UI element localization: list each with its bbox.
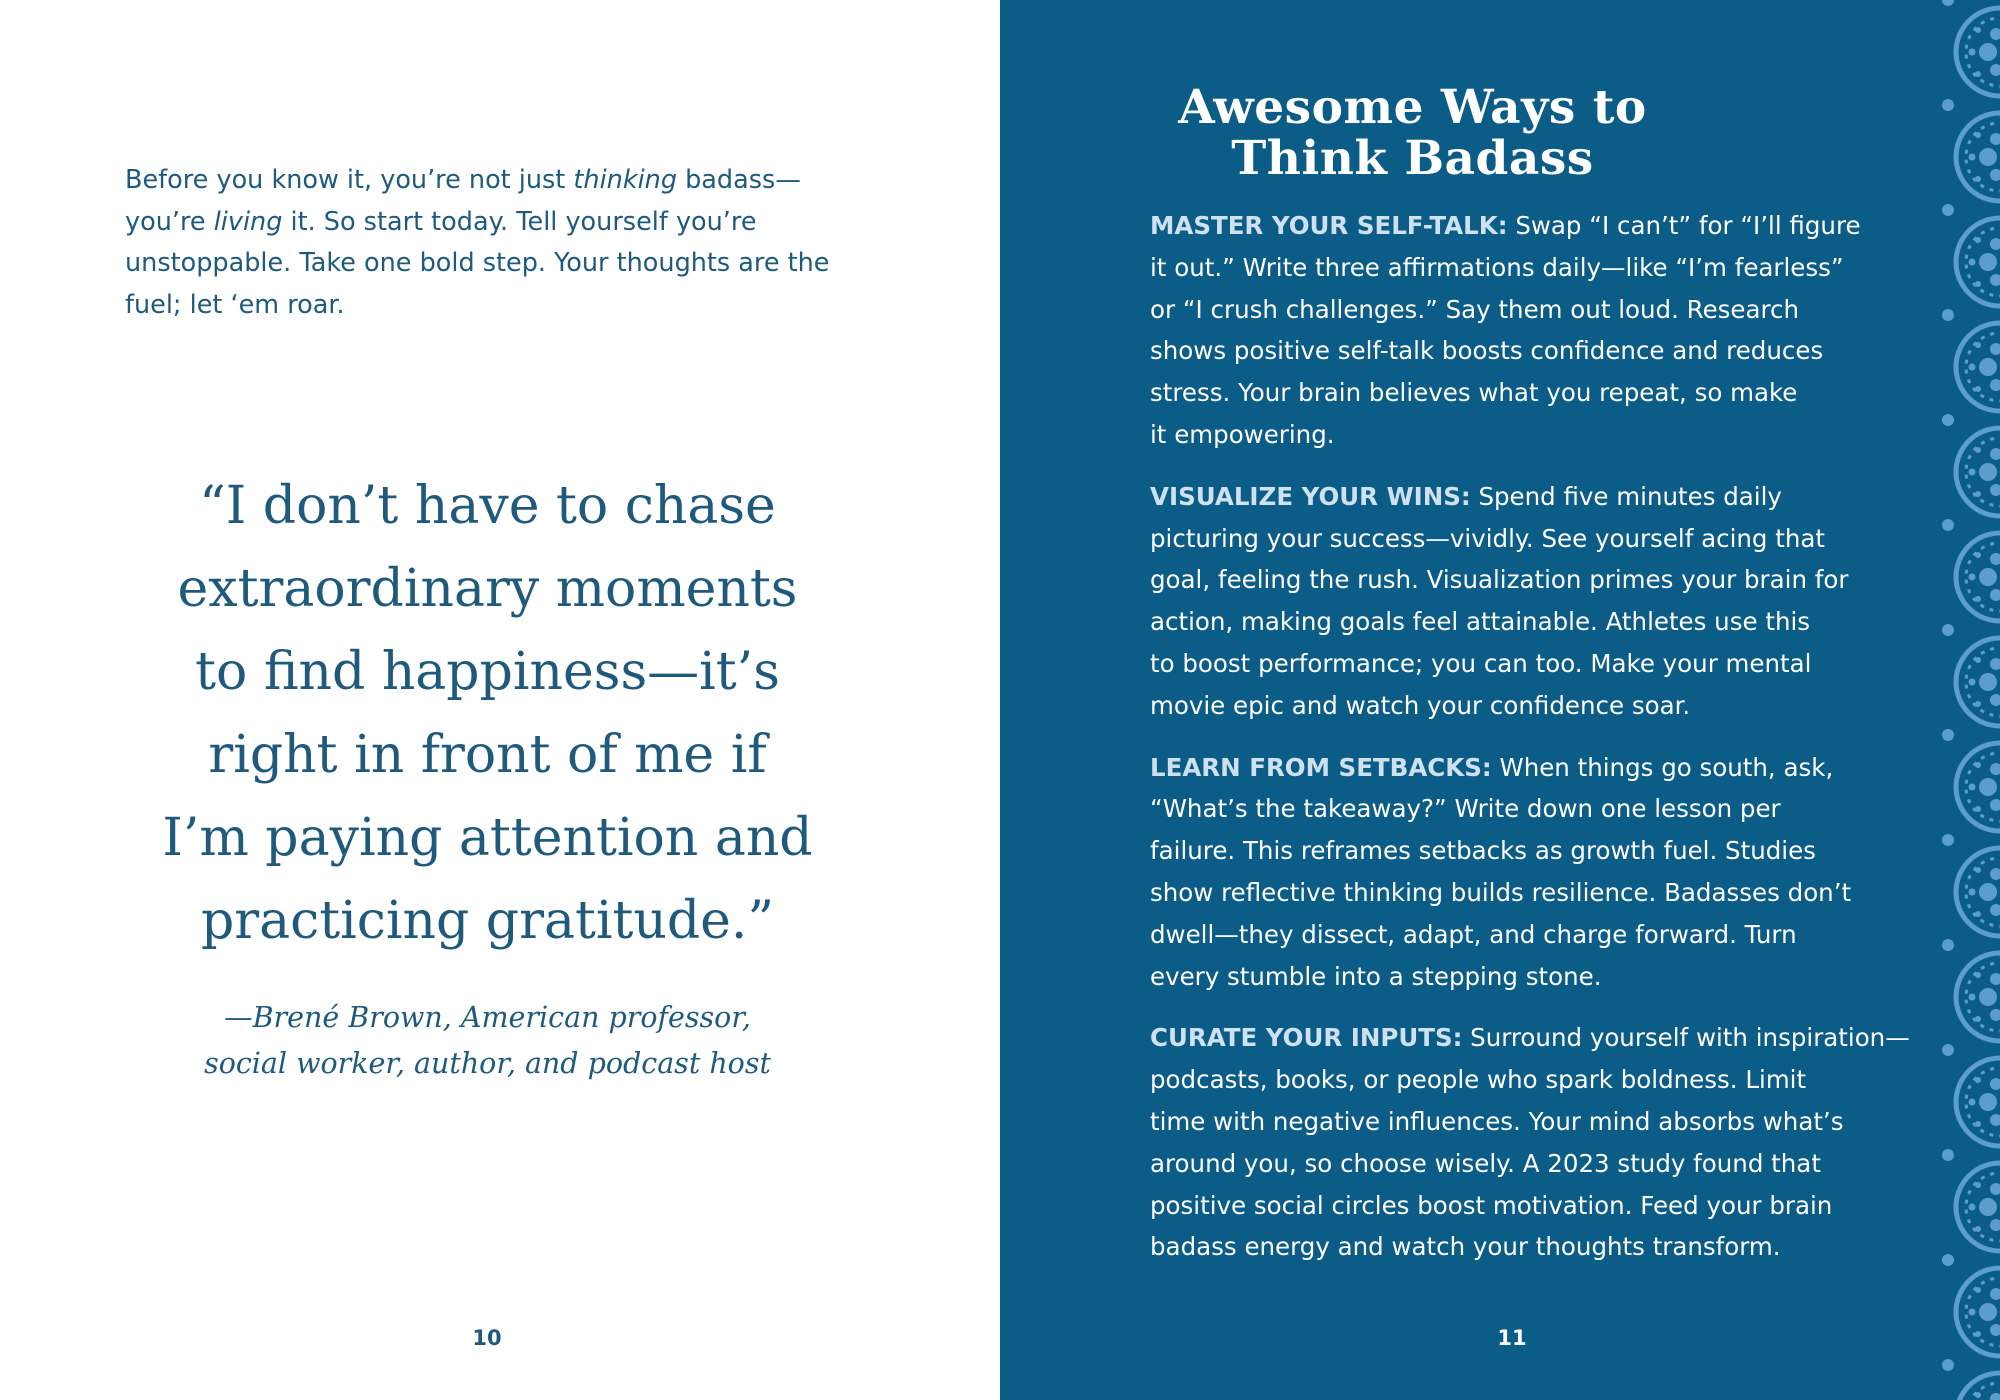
tip-heading: MASTER YOUR SELF-TALK:: [1150, 211, 1508, 240]
tips-list: [1150, 205, 1910, 1288]
quote-line: extraordinary moments: [177, 559, 798, 619]
page-number-right: 11: [1497, 1326, 1527, 1350]
intro-paragraph: [125, 160, 845, 326]
intro-line: unstoppable. Take one bold step. Your thoughts are the: [125, 248, 830, 278]
tip-paragraph: VISUALIZE YOUR WINS: Spend five minutes daily picturing your success—vividly. See yourself acing that goal, feeling the rush. Visualization primes your brain for action, making goals feel attainable. Athletes use this to boost performance; you can too. Make your mental movie epic and watch your confidence soar.: [1150, 481, 1849, 720]
tip-heading: LEARN FROM SETBACKS:: [1150, 752, 1492, 782]
attribution-line: —Brené Brown, American professor,: [224, 1001, 751, 1034]
quote-line: to find happiness—it’s: [195, 642, 780, 702]
quote-line: I’m paying attention and: [162, 808, 813, 868]
page-number-left: 10: [472, 1326, 502, 1350]
pull-quote: [110, 465, 865, 963]
right-page: [1000, 0, 2000, 1400]
tip-paragraph: MASTER YOUR SELF-TALK: Swap “I can’t” for “I’ll figure it out.” Write three affirmations daily—like “I’m fearless” or “I crush challenges.” Say them out loud. Research shows positive self-talk boosts confidence and reduces stress. Your brain believes what you repeat, so make it empowering.: [1150, 211, 1861, 449]
tip-heading: VISUALIZE YOUR WINS:: [1150, 481, 1471, 511]
decorative-border-pattern: [1938, 0, 2000, 1400]
quote-line: “I don’t have to chase: [199, 476, 776, 536]
tip-paragraph: CURATE YOUR INPUTS: Surround yourself with inspiration— podcasts, books, or people who spark boldness. Limit time with negative influences. Your mind absorbs what’s around you, so choose wisely. A 2023 study found that positive social circles boost motivation. Feed your brain badass energy and watch your thoughts transform.: [1150, 1023, 1910, 1262]
page-title: [1150, 82, 1675, 184]
intro-line: you’re living it. So start today. Tell yourself you’re: [125, 206, 757, 237]
tip-paragraph: LEARN FROM SETBACKS: When things go south, ask, “What’s the takeaway?” Write down one lesson per failure. This reframes setbacks as growth fuel. Studies show reflective thinking builds resilience. Badasses don’t dwell—they dissect, adapt, and charge forward. Turn every stumble into a stepping stone.: [1150, 752, 1852, 991]
quote-line: practicing gratitude.”: [200, 891, 775, 951]
title-line: Awesome Ways to: [1178, 80, 1647, 135]
tip-heading: CURATE YOUR INPUTS:: [1150, 1023, 1463, 1053]
intro-line: fuel; let ‘em roar.: [125, 289, 345, 320]
attribution-line: social worker, author, and podcast host: [204, 1047, 771, 1080]
quote-attribution: [110, 995, 865, 1087]
title-line: Think Badass: [1231, 131, 1594, 186]
quote-line: right in front of me if: [208, 725, 767, 785]
intro-line: Before you know it, you’re not just thinking badass—: [125, 165, 801, 195]
